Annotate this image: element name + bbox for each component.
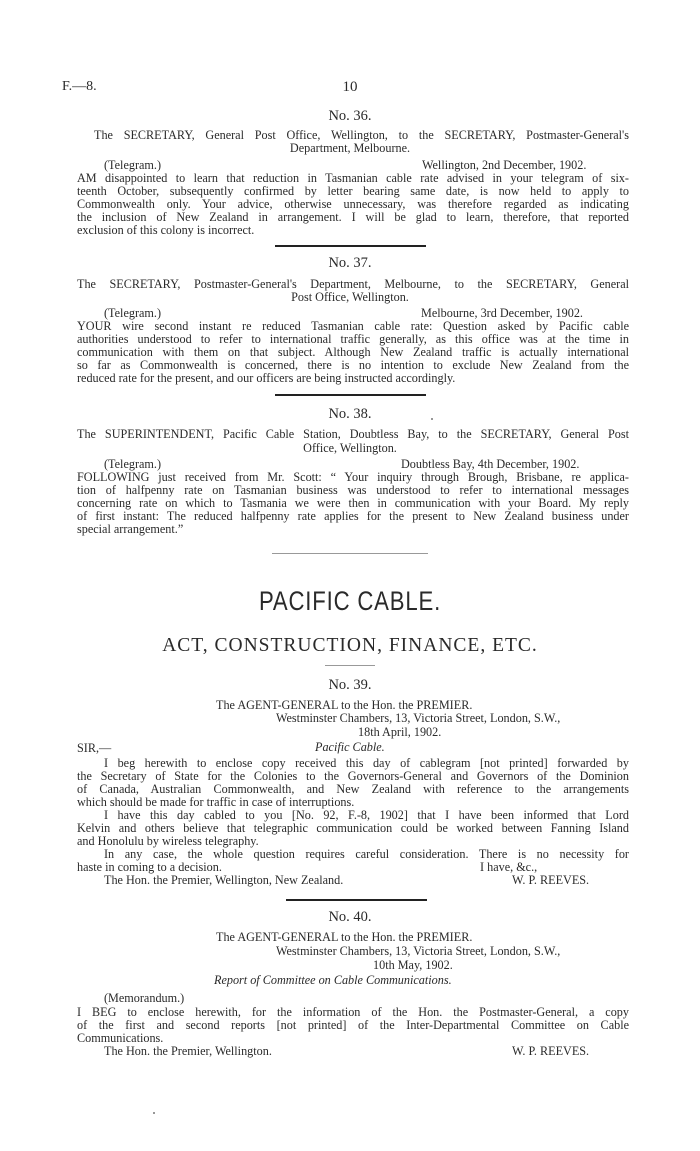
item-37-body-line: so far as Commonwealth is concerned, there is no intention to exclude New Zealand from the — [77, 358, 629, 372]
stray-ink-mark — [431, 418, 433, 420]
item-36-body-line: Commonwealth only. Your advice, otherwise unnecessary, was therefore regarded as indicating — [77, 197, 629, 211]
item-39-body-line: In any case, the whole question requires careful consideration. There is no necessity for — [104, 847, 629, 861]
item-40-subject: Report of Committee on Cable Communications. — [214, 973, 452, 987]
item-36-type: (Telegram.) — [104, 158, 162, 172]
item-39-signature: W. P. REEVES. — [512, 873, 590, 887]
item-40-body-line: Communications. — [77, 1031, 164, 1045]
item-40-signature: W. P. REEVES. — [512, 1044, 590, 1058]
section-subtitle: ACT, CONSTRUCTION, FINANCE, ETC. — [162, 635, 538, 656]
item-39-closing: I have, &c., — [480, 860, 538, 874]
page-number: 10 — [342, 79, 358, 95]
item-39-addressing: The AGENT-GENERAL to the Hon. the PREMIER. — [216, 698, 473, 712]
item-39-body-line: I beg herewith to enclose copy received this day of cablegram [not printed] forwarded by — [104, 756, 629, 770]
item-39-body-line: the Secretary of State for the Colonies to the Governors-General and Governors of the Dominion — [77, 769, 629, 783]
item-37-body-line: YOUR wire second instant re reduced Tasmanian cable rate: Question asked by Pacific cable — [77, 319, 629, 333]
item-38-body-line: concerning rate on which to Tasmania we were then in communication with your Board. My reply — [77, 496, 629, 510]
item-36-body-line: the inclusion of New Zealand in arrangement. I will be glad to learn, therefore, that reported — [77, 210, 629, 224]
item-36-addressing-line-1: The SECRETARY, General Post Office, Wellington, to the SECRETARY, Postmaster-General's — [94, 128, 629, 142]
item-36-place-date: Wellington, 2nd December, 1902. — [422, 158, 587, 172]
item-37-type: (Telegram.) — [104, 306, 162, 320]
item-40-date: 10th May, 1902. — [373, 958, 453, 972]
item-40-type: (Memorandum.) — [104, 991, 185, 1005]
item-39-body-line: I have this day cabled to you [No. 92, F.-8, 1902] that I have been informed that Lord — [104, 808, 629, 822]
divider-rule — [275, 394, 426, 396]
item-40-address: Westminster Chambers, 13, Victoria Street, London, S.W., — [276, 944, 561, 958]
item-number-38: No. 38. — [328, 406, 372, 422]
section-title: PACIFIC CABLE. — [258, 586, 442, 616]
divider-rule — [275, 245, 426, 247]
section-divider-rule — [272, 553, 428, 554]
item-40-addressing: The AGENT-GENERAL to the Hon. the PREMIER. — [216, 930, 473, 944]
item-38-body-line: special arrangement.” — [77, 522, 184, 536]
item-37-addressing-line-2: Post Office, Wellington. — [291, 290, 409, 304]
item-40-body-line: of the first and second reports [not printed] of the Inter-Departmental Committee on Cable — [77, 1018, 629, 1032]
item-36-addressing-line-2: Department, Melbourne. — [289, 141, 411, 155]
item-39-body-line: haste in coming to a decision. — [77, 860, 222, 874]
section-subtitle-rule — [325, 665, 375, 666]
item-37-body-line: reduced rate for the present, and our officers are being instructed accordingly. — [77, 371, 456, 385]
item-38-type: (Telegram.) — [104, 457, 162, 471]
item-37-body-line: authorities understood to refer to international traffic generally, as this office was at the time in — [77, 332, 629, 346]
item-37-place-date: Melbourne, 3rd December, 1902. — [421, 306, 583, 320]
item-39-date: 18th April, 1902. — [358, 725, 442, 739]
item-38-place-date: Doubtless Bay, 4th December, 1902. — [401, 457, 580, 471]
page-series: F.—8. — [62, 79, 97, 94]
item-38-addressing-line-2: Office, Wellington. — [303, 441, 397, 455]
item-number-39: No. 39. — [328, 677, 372, 693]
divider-rule — [286, 899, 427, 901]
item-40-body-line: I BEG to enclose herewith, for the information of the Hon. the Postmaster-General, a copy — [77, 1005, 629, 1019]
item-39-salutation: SIR,— — [77, 741, 112, 755]
item-39-subject: Pacific Cable. — [315, 740, 385, 754]
item-number-36: No. 36. — [328, 108, 372, 124]
stray-ink-mark — [153, 1112, 155, 1114]
item-37-body-line: communication with them on that subject. Although New Zealand traffic is actually international — [77, 345, 629, 359]
item-38-addressing-line-1: The SUPERINTENDENT, Pacific Cable Station, Doubtless Bay, to the SECRETARY, General Post — [77, 427, 629, 441]
item-39-body-line: of Canada, Australian Commonwealth, and New Zealand with reference to the arrangements — [77, 782, 629, 796]
item-38-body-line: FOLLOWING just received from Mr. Scott: “ Your inquiry through Brough, Brisbane, re applica- — [77, 470, 629, 484]
item-40-addressee: The Hon. the Premier, Wellington. — [104, 1044, 272, 1058]
item-37-addressing-line-1: The SECRETARY, Postmaster-General's Department, Melbourne, to the SECRETARY, General — [77, 277, 629, 291]
item-number-37: No. 37. — [328, 255, 372, 271]
item-39-body-line: and Honolulu by wireless telegraphy. — [77, 834, 259, 848]
item-39-address: Westminster Chambers, 13, Victoria Street, London, S.W., — [276, 711, 561, 725]
item-number-40: No. 40. — [328, 909, 372, 925]
item-36-body-line: AM disappointed to learn that reduction in Tasmanian cable rate advised in your telegram of six- — [77, 171, 629, 185]
item-38-body-line: of first instant: The reduced halfpenny rate applies for the present to New Zealand business under — [77, 509, 629, 523]
item-39-body-line: which should be made for traffic in case of interruptions. — [77, 795, 355, 809]
item-36-body-line: teenth October, subsequently confirmed by letter bearing same date, is now held to apply to — [77, 184, 629, 198]
item-39-addressee: The Hon. the Premier, Wellington, New Zealand. — [104, 873, 344, 887]
item-36-body-line: exclusion of this colony is incorrect. — [77, 223, 255, 237]
item-38-body-line: tion of halfpenny rate on Tasmanian business was understood to refer to international messages — [77, 483, 629, 497]
item-39-body-line: Kelvin and others believe that telegraphic communication could be worked between Fanning Island — [77, 821, 629, 835]
